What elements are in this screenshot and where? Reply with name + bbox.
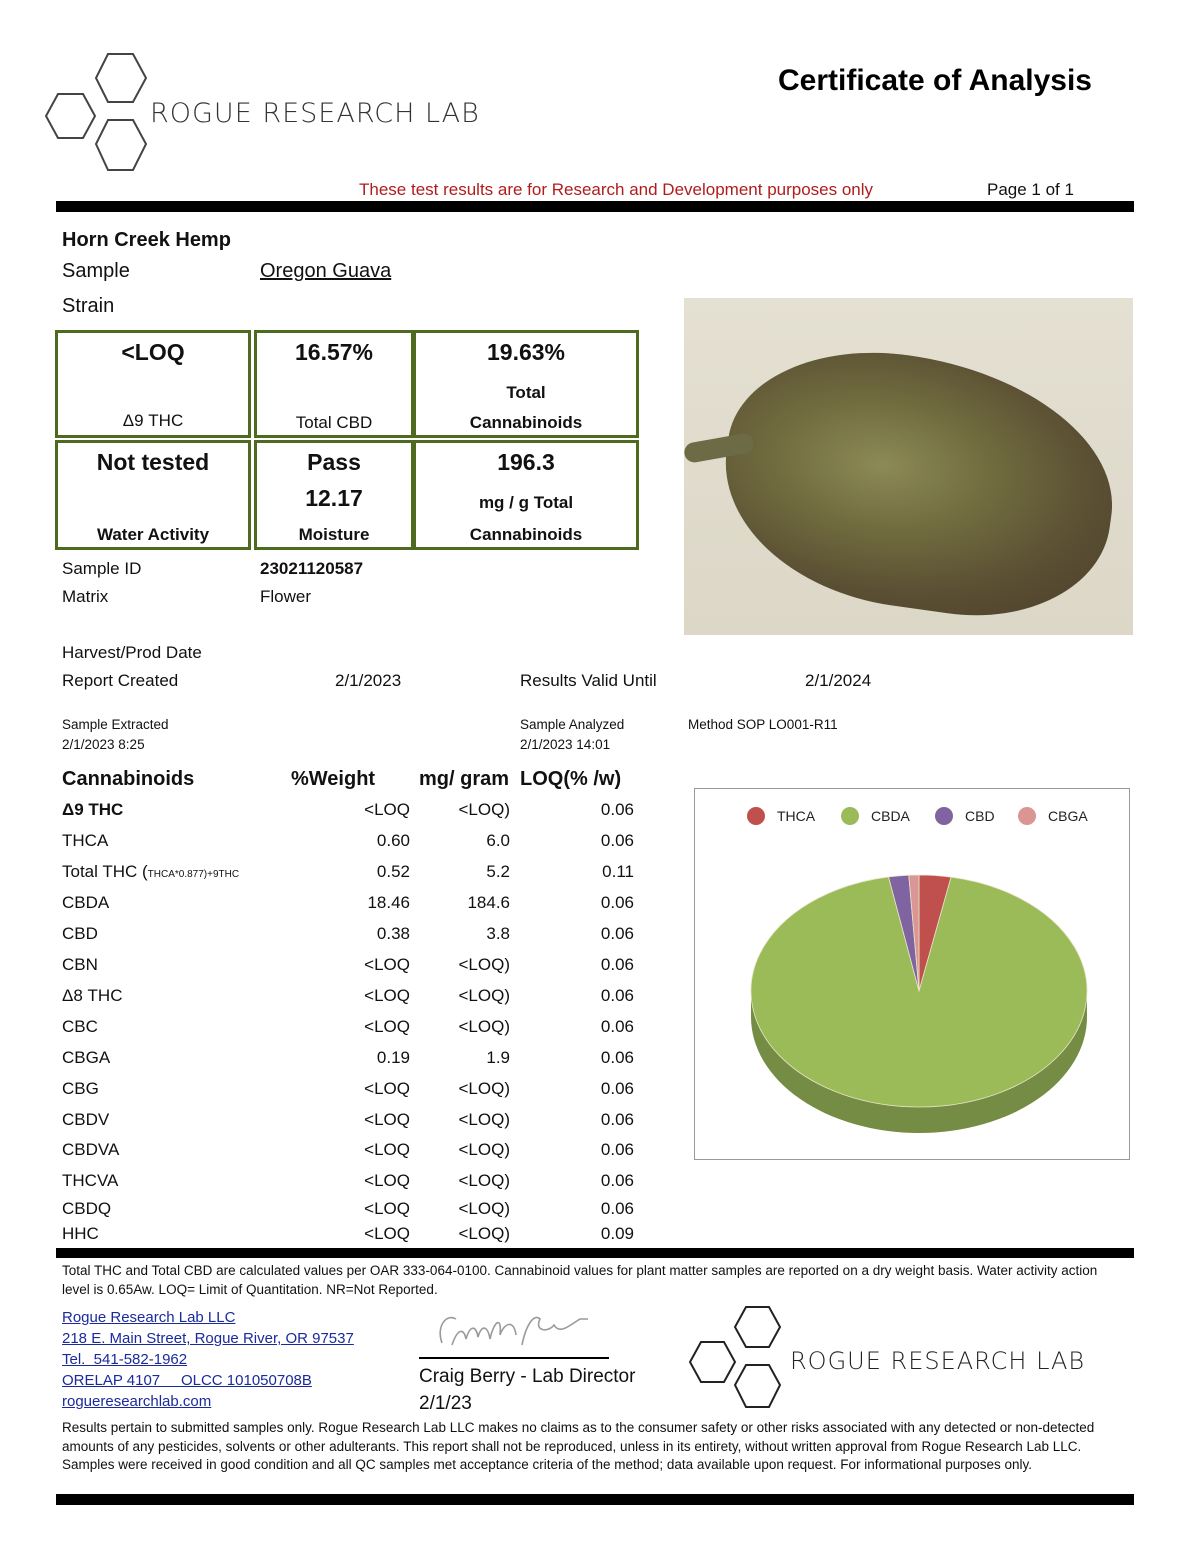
row-mg-per-gram: <LOQ): [458, 1224, 510, 1243]
matrix-value: Flower: [260, 587, 312, 606]
row-name: THCVA: [62, 1171, 119, 1190]
table-row: [62, 893, 642, 921]
row-mg-per-gram: <LOQ): [458, 1171, 510, 1190]
report-created-value: 2/1/2023: [335, 671, 402, 690]
row-mg-per-gram: <LOQ): [458, 1110, 510, 1129]
row-loq: 0.06: [600, 893, 634, 912]
legend-item-cbd: CBD: [935, 807, 995, 825]
row-name: Δ9 THC: [62, 800, 124, 819]
row-pct-weight: <LOQ: [364, 1079, 410, 1098]
harvest-date-label: Harvest/Prod Date: [62, 643, 202, 662]
row-loq: 0.06: [600, 986, 634, 1005]
table-row: [62, 831, 642, 859]
row-loq: 0.06: [600, 924, 634, 943]
row-loq: 0.06: [600, 831, 634, 850]
legal-disclaimer: Results pertain to submitted samples only. Rogue Research Lab LLC makes no claims as to the consumer safety or other risks associated with any detected or non-detected amounts of any pesticides, solvents or other adulterants. This report shall not be reproduced, unless in its entirety, without written approval from Rogue Research Lab LLC. Samples were received in good condition and all QC samples met acceptance criteria of the method; data available upon request. For informational purposes only.: [62, 1420, 1095, 1472]
row-loq: 0.06: [600, 1110, 634, 1129]
row-loq: 0.06: [600, 1171, 634, 1190]
analyzed-label: Sample Analyzed: [520, 717, 625, 732]
cannabinoid-pie-chart: [694, 788, 1130, 1160]
row-name: CBDA: [62, 893, 110, 912]
row-loq: 0.06: [600, 955, 634, 974]
row-pct-weight: 18.46: [367, 893, 410, 912]
row-name: CBDV: [62, 1110, 110, 1129]
table-header: Cannabinoids %Weight mg/ gram LOQ(% /w): [62, 768, 622, 790]
row-mg-per-gram: 5.2: [486, 862, 510, 881]
row-loq: 0.06: [600, 1017, 634, 1036]
company-link[interactable]: Rogue Research Lab LLC: [62, 1309, 236, 1326]
tel-link[interactable]: Tel. 541-582-1962: [62, 1351, 188, 1368]
calc-note: Total THC and Total CBD are calculated values per OAR 333-064-0100. Cannabinoid values for plant matter samples are reported on a dry weight basis. Water activity action level is 0.65Aw. LOQ= Limit of Quantitation. NR=Not Reported.: [62, 1263, 1098, 1297]
row-loq: 0.06: [600, 1048, 634, 1067]
sign-date: 2/1/23: [419, 1393, 472, 1414]
row-pct-weight: 0.19: [376, 1048, 410, 1067]
row-name: CBN: [62, 955, 98, 974]
row-pct-weight: <LOQ: [364, 986, 410, 1005]
table-row: [62, 1079, 642, 1107]
row-loq: 0.06: [600, 800, 634, 819]
row-mg-per-gram: 6.0: [486, 831, 510, 850]
website-link[interactable]: rogueresearchlab.com: [62, 1393, 212, 1410]
row-name: CBGA: [62, 1048, 111, 1067]
row-pct-weight: 0.60: [376, 831, 410, 850]
address-link[interactable]: 218 E. Main Street, Rogue River, OR 97537: [62, 1330, 354, 1347]
table-row: [62, 1017, 642, 1045]
footer-logo-hexagons: [684, 1305, 794, 1415]
pie-graphic: [695, 789, 1131, 1161]
row-mg-per-gram: <LOQ): [458, 800, 510, 819]
row-pct-weight: 0.38: [376, 924, 410, 943]
row-name: CBD: [62, 924, 98, 943]
summary-d9thc: <LOQ Δ9 THC: [55, 330, 251, 438]
legend-item-cbga: CBGA: [1018, 807, 1088, 825]
row-mg-per-gram: <LOQ): [458, 1140, 510, 1159]
header-divider: [56, 201, 1134, 212]
summary-mg-total: 196.3 mg / g Total Cannabinoids: [413, 440, 639, 550]
table-row: [62, 955, 642, 983]
page-number: Page 1 of 1: [987, 180, 1074, 199]
table-row: [62, 986, 642, 1014]
method-text: Method SOP LO001-R11: [688, 717, 838, 732]
lab-logo-text: ROGUE RESEARCH LAB: [150, 98, 480, 129]
matrix-label: Matrix: [62, 587, 109, 606]
summary-grid: [55, 330, 640, 550]
row-name: CBDVA: [62, 1140, 120, 1159]
row-loq: 0.06: [600, 1079, 634, 1098]
row-pct-weight: <LOQ: [364, 1199, 410, 1218]
row-mg-per-gram: <LOQ): [458, 986, 510, 1005]
row-name: Total THC (THCA*0.877)+9THC: [62, 862, 240, 881]
lab-logo-hexagons: [36, 52, 161, 177]
row-mg-per-gram: <LOQ): [458, 1017, 510, 1036]
sample-value: Oregon Guava: [260, 260, 392, 282]
signature-line: [419, 1357, 609, 1359]
strain-label: Strain: [62, 295, 115, 317]
row-mg-per-gram: <LOQ): [458, 1079, 510, 1098]
row-pct-weight: <LOQ: [364, 1171, 410, 1190]
table-row: [62, 862, 642, 890]
report-created-label: Report Created: [62, 671, 179, 690]
extracted-label: Sample Extracted: [62, 717, 169, 732]
table-row: [62, 1110, 642, 1138]
table-divider: [56, 1248, 1134, 1258]
client-name: Horn Creek Hemp: [62, 229, 231, 251]
row-pct-weight: <LOQ: [364, 800, 410, 819]
sample-photo: [684, 298, 1133, 635]
legend-item-thca: THCA: [747, 807, 815, 825]
row-pct-weight: <LOQ: [364, 1140, 410, 1159]
footer-divider: [56, 1494, 1134, 1505]
table-row: [62, 800, 642, 828]
sample-id-label: Sample ID: [62, 559, 142, 578]
legend-item-cbda: CBDA: [841, 807, 910, 825]
row-loq: 0.09: [600, 1224, 634, 1243]
table-row: [62, 924, 642, 952]
summary-total-cbd: 16.57% Total CBD: [254, 330, 414, 438]
row-mg-per-gram: 3.8: [486, 924, 510, 943]
row-mg-per-gram: 184.6: [467, 893, 510, 912]
row-name: CBG: [62, 1079, 99, 1098]
row-loq: 0.06: [600, 1140, 634, 1159]
row-pct-weight: 0.52: [376, 862, 410, 881]
licenses-link[interactable]: ORELAP 4107 OLCC 101050708B: [62, 1372, 312, 1389]
analyzed-value: 2/1/2023 14:01: [520, 737, 611, 752]
row-name: THCA: [62, 831, 109, 850]
footer-logo-text: ROGUE RESEARCH LAB: [790, 1347, 1086, 1375]
valid-until-value: 2/1/2024: [805, 671, 872, 690]
summary-moisture: Pass 12.17 Moisture: [254, 440, 414, 550]
row-mg-per-gram: 1.9: [486, 1048, 510, 1067]
row-mg-per-gram: <LOQ): [458, 955, 510, 974]
table-row: [62, 1140, 642, 1168]
row-name: Δ8 THC: [62, 986, 123, 1005]
row-loq: 0.06: [600, 1199, 634, 1218]
table-row: [62, 1171, 642, 1199]
row-pct-weight: <LOQ: [364, 1017, 410, 1036]
signer-name: Craig Berry - Lab Director: [419, 1366, 636, 1387]
signature: [430, 1305, 600, 1355]
summary-total-cannabinoids: 19.63% Total Cannabinoids: [413, 330, 639, 438]
sample-id-value: 23021120587: [260, 559, 364, 578]
summary-water-activity: Not tested Water Activity: [55, 440, 251, 550]
page-title: Certificate of Analysis: [778, 64, 1092, 97]
row-name: CBC: [62, 1017, 98, 1036]
table-row: [62, 1199, 642, 1227]
sample-label: Sample: [62, 260, 130, 282]
row-name: CBDQ: [62, 1199, 112, 1218]
row-loq: 0.11: [602, 862, 634, 881]
table-row: [62, 1048, 642, 1076]
flower-bud-shape: [709, 332, 1130, 634]
row-pct-weight: <LOQ: [364, 1224, 410, 1243]
row-name: HHC: [62, 1224, 99, 1243]
extracted-value: 2/1/2023 8:25: [62, 737, 145, 752]
row-name-formula: THCA*0.877)+9THC: [147, 869, 240, 880]
rd-disclaimer: These test results are for Research and Development purposes only: [359, 180, 874, 199]
valid-until-label: Results Valid Until: [520, 671, 657, 690]
row-pct-weight: <LOQ: [364, 955, 410, 974]
row-pct-weight: <LOQ: [364, 1110, 410, 1129]
row-mg-per-gram: <LOQ): [458, 1199, 510, 1218]
